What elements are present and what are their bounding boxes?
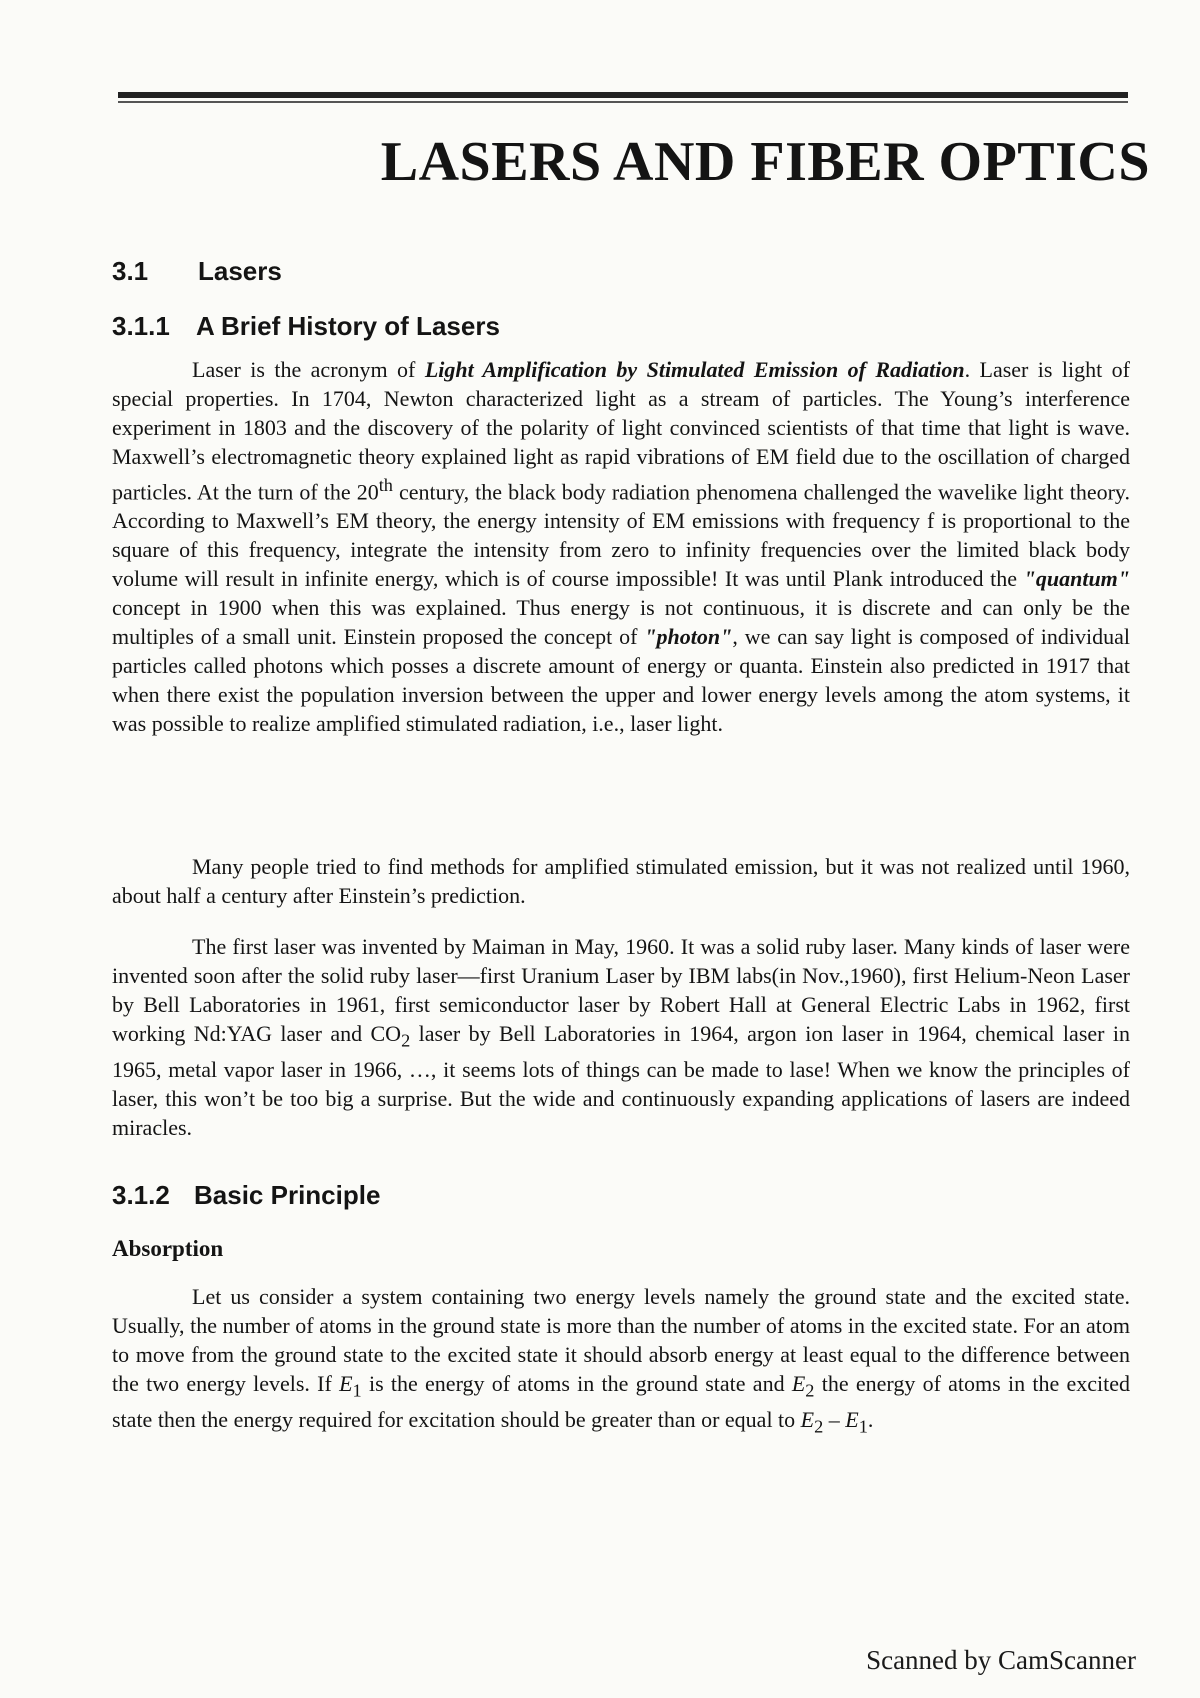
subscript: 1 bbox=[352, 1380, 362, 1401]
absorption-heading: Absorption bbox=[112, 1236, 224, 1261]
subscript: 1 bbox=[858, 1416, 868, 1437]
text-run: the energy of atoms in the excited state then the energy required for excitation should be greater than or equal to bbox=[112, 1371, 1130, 1433]
scanner-watermark: Scanned by CamScanner bbox=[866, 1645, 1136, 1675]
text-run: laser by Bell Laboratories in 1964, argon ion laser in 1964, chemical laser in 1965, metal vapor laser in 1966, …, it seems lots of things can be made to lase! When we know the principles of laser, this won’t be too big a surprise. But the wide and continuously expanding applications of lasers are indeed miracles. bbox=[112, 1021, 1130, 1141]
section-title: A Brief History of Lasers bbox=[196, 311, 500, 341]
text-run: , we can say light is composed of individual particles called photons which posses a discrete amount of energy or quanta. Einstein also predicted in 1917 that when there exist the population inversion between the upper and lower energy levels among the atom systems, it was possible to realize amplified stimulated radiation, i.e., laser light. bbox=[112, 624, 1131, 737]
text-run: The first laser was invented by Maiman in May, 1960. It was a solid ruby laser. Many kinds of laser were invented soon after the solid ruby laser—first Uranium Laser by IBM labs(in Nov.,1960), first Helium-Neon Laser by Bell Laboratories in 1961, first semiconductor laser by Robert Hall at General Electric Labs in 1962, first working Nd:YAG laser and CO bbox=[112, 934, 1130, 1046]
subscript: 2 bbox=[401, 1030, 411, 1051]
top-rule-thick bbox=[118, 92, 1128, 98]
symbol-e2: E bbox=[791, 1371, 806, 1396]
emphasis-acronym: Light Amplification by Stimulated Emission of Radiation bbox=[424, 357, 965, 382]
section-3-1-heading bbox=[112, 256, 282, 287]
text-run: Laser is the acronym of bbox=[192, 357, 425, 382]
symbol-e1: E bbox=[845, 1407, 859, 1433]
text-run: century, the black body radiation phenomena challenged the wavelike light theory. According to Maxwell’s EM theory, the energy intensity of EM emissions with frequency f is proportional to the square of this frequency, integrate the intensity from zero to infinity frequencies over the limited black body volume will result in infinite energy, which is of course impossible! It was until Plank introduced the bbox=[112, 479, 1130, 592]
chapter-title: LASERS AND FIBER OPTICS bbox=[380, 131, 1150, 193]
section-number: 3.1.2 bbox=[112, 1180, 170, 1210]
top-rule-thin bbox=[118, 101, 1128, 103]
text-run: is the energy of atoms in the ground state and bbox=[361, 1371, 792, 1396]
section-number: 3.1 bbox=[112, 256, 149, 286]
text-run: concept in 1900 when this was explained. Thus energy is not continuous, it is discrete and can only be the multiples of a small unit. Einstein proposed the concept of bbox=[112, 595, 1130, 650]
absorption-paragraph bbox=[112, 1282, 1130, 1442]
minus-sign: – bbox=[823, 1407, 846, 1433]
symbol-e1: E bbox=[339, 1371, 353, 1396]
section-3-1-2-heading bbox=[112, 1180, 380, 1211]
section-number: 3.1.1 bbox=[112, 311, 170, 341]
text-run: . bbox=[867, 1407, 874, 1433]
section-3-1-1-heading bbox=[112, 311, 500, 342]
history-paragraph-1 bbox=[112, 355, 1130, 738]
history-paragraph-2: Many people tried to find methods for amplified stimulated emission, but it was not realized until 1960, about half a century after Einstein’s prediction. bbox=[112, 854, 1130, 908]
section-title: Lasers bbox=[198, 256, 282, 286]
emphasis-quantum: "quantum" bbox=[1023, 566, 1130, 592]
emphasis-photon: "photon" bbox=[644, 624, 733, 650]
text-run: Let us consider a system containing two energy levels namely the ground state and the excited state. Usually, the number of atoms in the ground state is more than the number of atoms in the excited state. For an atom to move from the ground state to the excited state it should absorb energy at least equal to the difference between the two energy levels. If bbox=[112, 1284, 1130, 1396]
subscript: 2 bbox=[805, 1380, 815, 1401]
section-title: Basic Principle bbox=[194, 1180, 381, 1210]
superscript: th bbox=[378, 475, 393, 495]
subscript: 2 bbox=[814, 1416, 824, 1437]
text-run: . Laser is light of special properties. In 1704, Newton characterized light as a stream of particles. The Young’s interference experiment in 1803 and the discovery of the polarity of light convinced scientists of that time that light is wave. Maxwell’s electromagnetic theory explained light as rapid vibrations of EM field due to the oscillation of charged particles. At the turn of the 20 bbox=[112, 357, 1130, 505]
symbol-e2: E bbox=[800, 1407, 815, 1433]
history-paragraph-3 bbox=[112, 932, 1130, 1142]
